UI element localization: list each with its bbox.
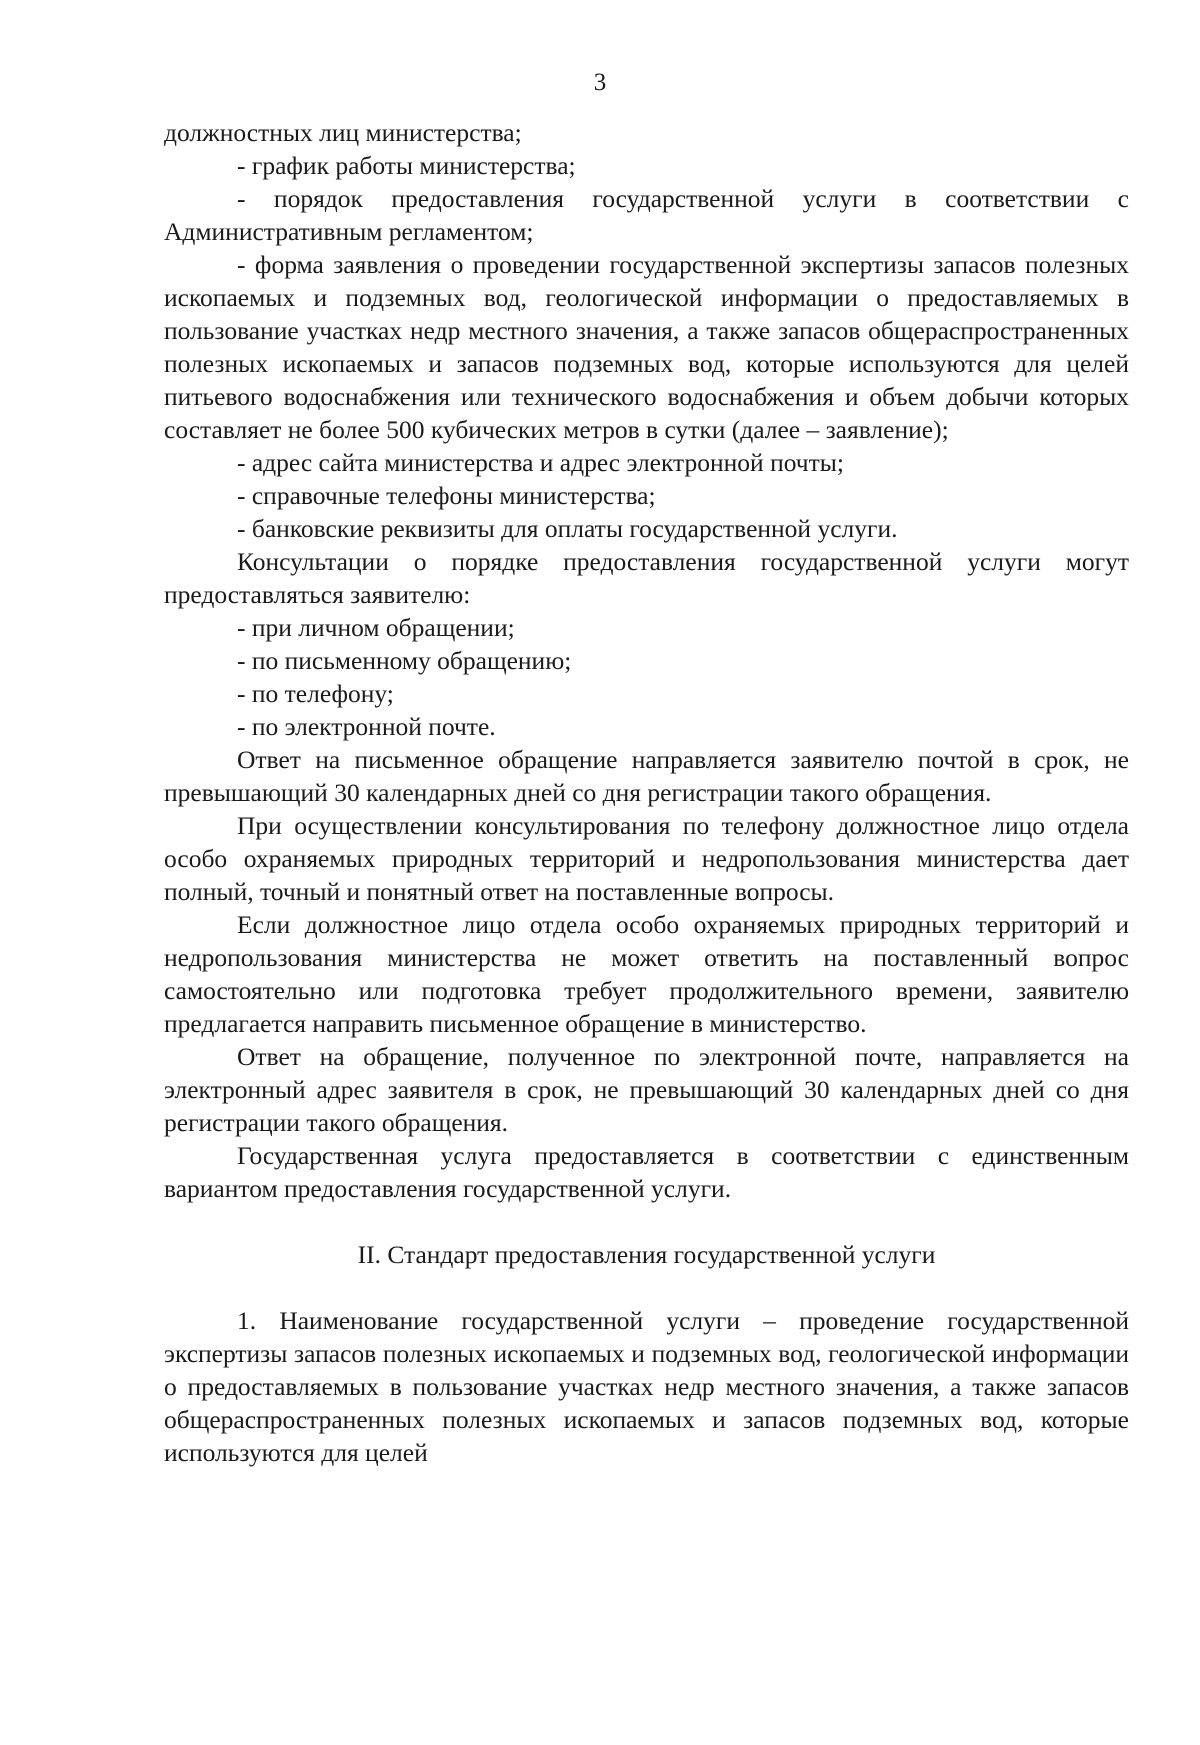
list-item-phone: - по телефону; (237, 679, 394, 708)
list-item-service-procedure: - порядок предоставления государственной услуги в соответствии с Административным регламентом; (164, 184, 1129, 246)
list-item-in-person: - при личном обращении; (237, 613, 515, 642)
paragraph-single-variant: Государственная услуга предоставляется в соответствии с единственным вариантом предоставления государственной услуги. (164, 1141, 1129, 1203)
list-item-phones: - справочные телефоны министерства; (237, 481, 656, 510)
paragraph-email-reply: Ответ на обращение, полученное по электронной почте, направляется на электронный адрес заявителя в срок, не превышающий 30 календарных дней со дня регистрации такого обращения. (164, 1042, 1129, 1137)
list-item-written: - по письменному обращению; (237, 646, 572, 675)
document-body (164, 116, 1129, 1469)
page-number: 3 (593, 69, 607, 96)
list-item-website-email: - адрес сайта министерства и адрес электронной почты; (237, 448, 844, 477)
list-item-bank-details: - банковские реквизиты для оплаты государственной услуги. (237, 514, 898, 543)
paragraph-service-name: 1. Наименование государственной услуги – проведение государственной экспертизы запасов полезных ископаемых и подземных вод, геологической информации о предоставляемых в пользование участках недр местного значения, а также запасов общераспространенных полезных ископаемых и запасов подземных вод, которые используются для целей (164, 1306, 1129, 1467)
list-item-application-form: - форма заявления о проведении государственной экспертизы запасов полезных ископаемых и подземных вод, геологической информации о предоставляемых в пользование участках недр местного значения, а также запасов общераспространенных полезных ископаемых и запасов подземных вод, которые используются для целей питьевого водоснабжения или технического водоснабжения и объем добычи которых составляет не более 500 кубических метров в сутки (далее – заявление); (164, 250, 1129, 444)
paragraph-cannot-answer: Если должностное лицо отдела особо охраняемых природных территорий и недропользования министерства не может ответить на поставленный вопрос самостоятельно или подготовка требует продолжительного времени, заявителю предлагается направить письменное обращение в министерство. (164, 910, 1129, 1038)
list-item-email: - по электронной почте. (237, 712, 496, 741)
paragraph-1: должностных лиц министерства; (164, 118, 522, 147)
paragraph-consultations: Консультации о порядке предоставления государственной услуги могут предоставляться заявителю: (164, 547, 1129, 609)
paragraph-written-reply: Ответ на письменное обращение направляется заявителю почтой в срок, не превышающий 30 календарных дней со дня регистрации такого обращения. (164, 745, 1129, 807)
paragraph-phone-consulting: При осуществлении консультирования по телефону должностное лицо отдела особо охраняемых природных территорий и недропользования министерства дает полный, точный и понятный ответ на поставленные вопросы. (164, 811, 1129, 906)
section-heading: II. Стандарт предоставления государственной услуги (357, 1240, 936, 1269)
list-item-work-schedule: - график работы министерства; (237, 151, 576, 180)
